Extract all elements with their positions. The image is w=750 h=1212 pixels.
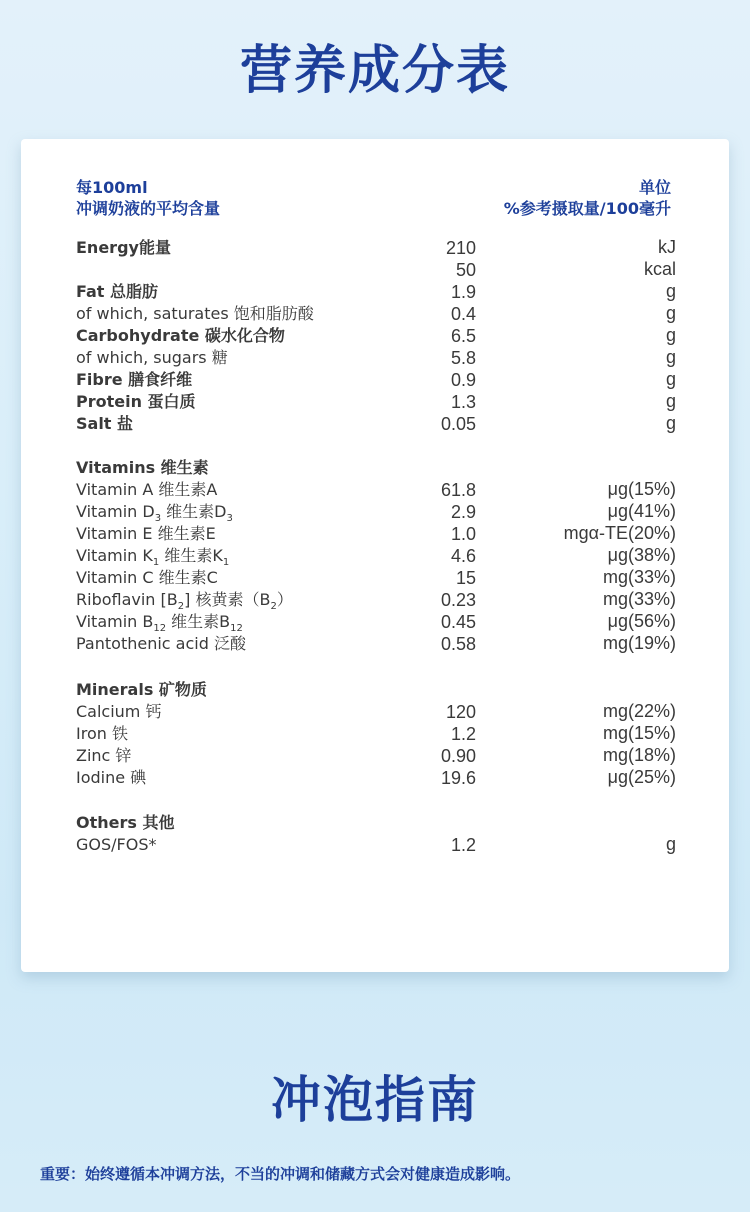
nutrient-unit: g — [665, 281, 676, 301]
nutrition-table-card — [21, 139, 729, 972]
nutrient-row-salt — [76, 413, 676, 435]
table-header-right — [504, 177, 671, 219]
vitamin-name: Vitamin A 维生素A — [76, 480, 218, 499]
nutrient-value: 6.5 — [450, 326, 476, 346]
nutrient-unit: g — [665, 303, 676, 323]
vitamin-value: 2.9 — [450, 502, 476, 522]
vitamin-value: 0.23 — [440, 590, 476, 610]
vitamin-unit: μg(56%) — [607, 611, 676, 631]
nutrient-value: 5.8 — [450, 348, 476, 368]
mineral-value: 19.6 — [440, 768, 476, 788]
mineral-unit: μg(25%) — [607, 767, 676, 787]
vitamin-name: Riboflavin $[B_2]$ 核黄素$(B_2)$ — [76, 590, 293, 612]
vitamin-name: Vitamin C 维生素C — [76, 568, 218, 587]
important-notice: 重要：始终遵循本冲调方法，不当的冲调和储藏方式会对健康造成影响。 — [40, 1165, 521, 1183]
vitamins-heading: Vitamins 维生素 — [76, 458, 209, 477]
nutrient-name: Salt 盐 — [76, 414, 134, 433]
vitamin-row-b2 — [76, 589, 676, 611]
nutrient-row-protein — [76, 391, 676, 413]
average-content-label: 冲调奶液的平均含量 — [76, 199, 221, 218]
vitamin-value: 0.58 — [440, 634, 476, 654]
nutrient-row-energy-kcal — [76, 259, 676, 281]
nutrient-unit: g — [665, 413, 676, 433]
vitamin-unit: μg(38%) — [607, 545, 676, 565]
vitamin-unit: mgα-TE(20%) — [563, 523, 676, 543]
nutrient-row-energy-kj — [76, 237, 676, 259]
reference-intake-label: %参考摄取量/100毫升 — [503, 199, 671, 218]
others-value: 1.2 — [450, 835, 476, 855]
vitamin-unit: mg(33%) — [602, 589, 676, 609]
mineral-row-zinc — [76, 745, 676, 767]
nutrient-row-saturates — [76, 303, 676, 325]
vitamin-unit: μg(15%) — [607, 479, 676, 499]
vitamin-value: 15 — [455, 568, 476, 588]
nutrient-row-fibre — [76, 369, 676, 391]
mineral-row-iron — [76, 723, 676, 745]
mineral-unit: mg(22%) — [602, 701, 676, 721]
nutrient-unit: kJ — [658, 237, 676, 257]
nutrient-row-sugars — [76, 347, 676, 369]
page-title: 营养成分表 — [239, 41, 510, 101]
nutrient-unit: g — [665, 369, 676, 389]
table-header-left — [76, 177, 220, 219]
nutrient-name: Carbohydrate 碳水化合物 — [76, 326, 285, 345]
mineral-name: Iron 铁 — [76, 724, 128, 743]
nutrient-unit: g — [665, 391, 676, 411]
mineral-unit: mg(15%) — [602, 723, 676, 743]
nutrient-value: 1.3 — [450, 392, 476, 412]
nutrient-row-fat — [76, 281, 676, 303]
nutrient-value: 50 — [455, 260, 476, 280]
nutrient-name: Energy能量 — [76, 238, 171, 257]
vitamin-name: Vitamin $K_1$ 维生素$K_1$ — [76, 546, 230, 568]
vitamin-name: Vitamin $B_{12}$ 维生素$B_{12}$ — [76, 612, 243, 634]
vitamin-unit: μg(41%) — [607, 501, 676, 521]
nutrient-unit: g — [665, 325, 676, 345]
others-unit: g — [665, 834, 676, 854]
mineral-name: Calcium 钙 — [76, 702, 162, 721]
vitamin-name: Pantothenic acid 泛酸 — [76, 634, 246, 653]
nutrient-name: Fat 总脂肪 — [76, 282, 159, 301]
preparation-guide-title: 冲泡指南 — [271, 1071, 479, 1129]
unit-label: 单位 — [638, 178, 671, 197]
vitamin-row-a — [76, 479, 676, 501]
nutrient-value: 0.05 — [440, 414, 476, 434]
vitamin-value: 61.8 — [440, 480, 476, 500]
mineral-value: 120 — [445, 702, 476, 722]
nutrient-value: 210 — [445, 238, 476, 258]
nutrient-unit: kcal — [643, 259, 676, 279]
vitamin-row-c — [76, 567, 676, 589]
minerals-heading: Minerals 矿物质 — [76, 680, 207, 699]
mineral-value: 1.2 — [450, 724, 476, 744]
vitamin-row-k1 — [76, 545, 676, 567]
nutrient-value: 0.9 — [450, 370, 476, 390]
nutrient-value: 1.9 — [450, 282, 476, 302]
mineral-row-iodine — [76, 767, 676, 789]
vitamin-row-pantothenic — [76, 633, 676, 655]
vitamin-name: Vitamin E 维生素E — [76, 524, 216, 543]
mineral-unit: mg(18%) — [602, 745, 676, 765]
nutrient-name: Protein 蛋白质 — [76, 392, 196, 411]
vitamin-value: 0.45 — [440, 612, 476, 632]
others-heading: Others 其他 — [76, 813, 175, 832]
nutrient-name: of which, sugars 糖 — [76, 348, 228, 367]
vitamin-row-e — [76, 523, 676, 545]
nutrient-value: 0.4 — [450, 304, 476, 324]
others-row-gos-fos — [76, 834, 676, 856]
nutrient-unit: g — [665, 347, 676, 367]
vitamin-value: 4.6 — [450, 546, 476, 566]
mineral-value: 0.90 — [440, 746, 476, 766]
nutrient-row-carbohydrate — [76, 325, 676, 347]
vitamin-name: Vitamin $D_3$ 维生素$D_3$ — [76, 502, 233, 524]
vitamin-unit: mg(19%) — [602, 633, 676, 653]
vitamin-row-b12 — [76, 611, 676, 633]
mineral-name: Zinc 锌 — [76, 746, 132, 765]
nutrient-name: Fibre 膳食纤维 — [76, 370, 193, 389]
mineral-name: Iodine 碘 — [76, 768, 147, 787]
vitamin-row-d3 — [76, 501, 676, 523]
vitamin-value: 1.0 — [450, 524, 476, 544]
mineral-row-calcium — [76, 701, 676, 723]
vitamin-unit: mg(33%) — [602, 567, 676, 587]
nutrient-name: of which, saturates 饱和脂肪酸 — [76, 304, 314, 323]
per-100ml-label: 每100ml — [76, 178, 148, 197]
others-name: GOS/FOS* — [76, 835, 157, 854]
